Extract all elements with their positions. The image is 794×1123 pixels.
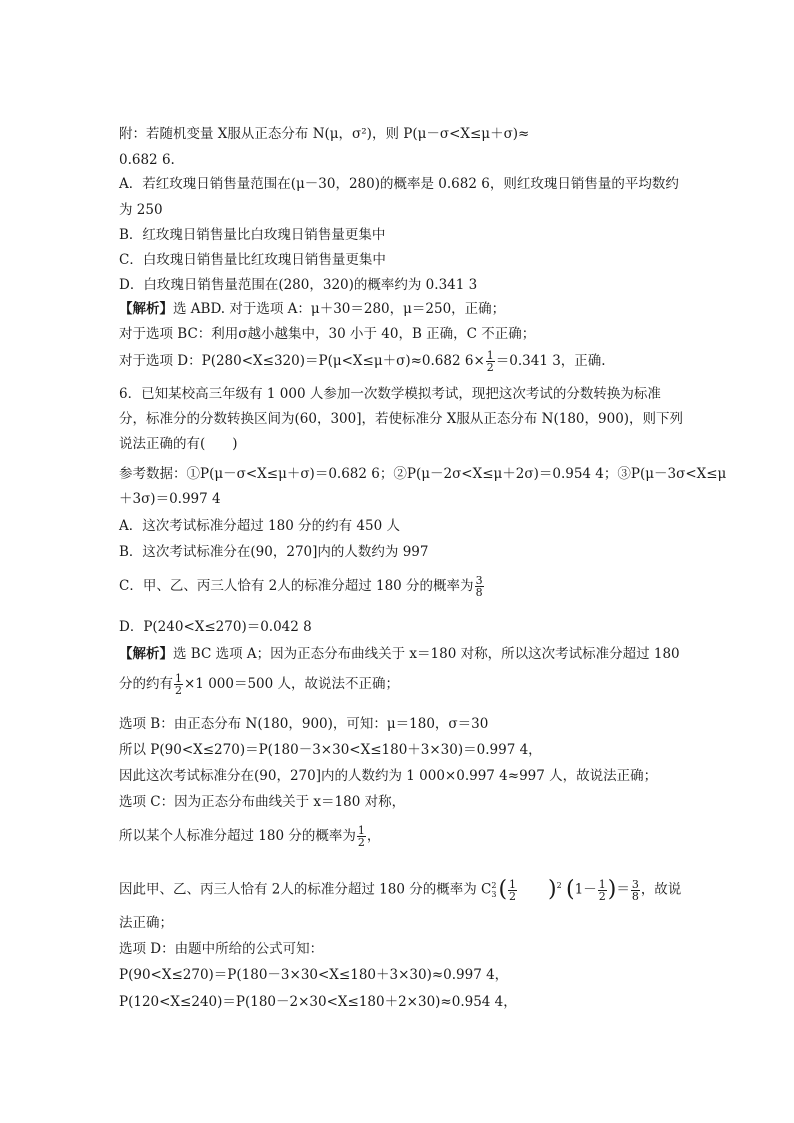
fraction-denominator: 2 [357,836,365,849]
fraction-numerator: 1 [509,877,517,891]
reference-data-line-2: ＋3σ)＝0.997 4 [119,491,221,507]
fraction-denominator: 2 [175,684,182,697]
analysis-6-line-7 [119,822,380,850]
question-6-line-2: 分，标准分的分数转换区间为(60，300]，若使标准分 X服从正态分布 N(180，900)，则下列 [119,411,684,427]
fraction-one-half [486,350,495,373]
analysis-6-line-5: 因此这次考试标准分在(90，270]内的人数约为 1 000×0.997 4≈997 人，故说法正确； [119,768,658,784]
analysis-6-line-8 [119,872,681,904]
combination-sup: 2 [491,881,497,890]
close-paren: ) [607,877,617,902]
option-c: C．白玫瑰日销售量比红玫瑰日销售量更集中 [119,252,386,268]
option-b: B．红玫瑰日销售量比白玫瑰日销售量更集中 [119,227,386,243]
appendix-line-2: 0.682 6. [119,152,175,168]
analysis-6-line-4: 所以 P(90<X≤270)＝P(180－3×30<X≤180＋3×30)＝0.997 4， [119,742,542,758]
fraction-numerator: 1 [486,349,494,362]
option-a-line-2: 为 250 [119,202,163,218]
analysis-6-text-2a: 分的约有 [119,676,173,692]
analysis-tag: 【解析】 [119,301,173,317]
analysis-6-text-8a: 因此甲、乙、丙三人恰有 2人的标准分超过 180 分的概率为 C [119,881,492,898]
fraction-numerator: 1 [175,672,182,685]
combination-indices [491,881,496,899]
analysis-5-text-1: 选 ABD. 对于选项 A：μ＋30＝280，μ＝250，正确； [173,301,506,317]
fraction-three-eighths [631,879,640,902]
fraction-three-eighths [475,575,484,598]
minus: － [583,881,597,898]
question-6-line-3: 说法正确的有( ) [119,436,238,452]
analysis-5-line-2: 对于选项 BC：利用σ越小越集中，30 小于 40，B 正确，C 不正确； [119,326,536,342]
fraction-denominator: 8 [475,586,483,599]
analysis-6-line-3: 选项 B：由正态分布 N(180，900)，可知：μ＝180，σ＝30 [119,716,489,732]
question-6-option-c-text: C．甲、乙、丙三人恰有 2人的标准分超过 180 分的概率为 [119,578,474,594]
question-6-option-c [119,572,485,600]
analysis-6-line-1 [119,645,680,663]
fraction-numerator: 1 [357,824,365,837]
option-a-line-1: A．若红玫瑰日销售量范围在(μ－30，280)的概率是 0.682 6，则红玫瑰日销售量的平均数约 [119,176,679,192]
analysis-6-text-1: 选 BC 选项 A；因为正态分布曲线关于 x＝180 对称，所以这次考试标准分超过 180 [173,646,680,662]
analysis-6-text-8b: ，故说 [640,881,682,898]
open-paren: ( [498,877,508,902]
fraction-numerator: 3 [631,877,639,891]
analysis-6-line-11: P(90<X≤270)＝P(180－3×30<X≤180＋3×30)≈0.997 4， [119,967,509,983]
question-6-option-d: D．P(240<X≤270)＝0.042 8 [119,619,312,635]
fraction-denominator: 8 [631,889,639,903]
equals: ＝ [616,881,630,898]
analysis-6-line-9: 法正确； [119,915,173,931]
analysis-tag: 【解析】 [119,646,173,662]
close-paren: ) [548,877,557,902]
analysis-6-line-10: 选项 D：由题中所给的公式可知： [119,941,324,957]
fraction-numerator: 1 [598,877,606,891]
fraction-one-half [598,879,607,902]
exponent: 2 [556,881,562,890]
analysis-6-text-7a: 所以某个人标准分超过 180 分的概率为 [119,828,356,844]
fraction-one-half [508,879,517,902]
fraction-denominator: 2 [509,889,517,903]
fraction-numerator: 3 [475,574,483,587]
analysis-5-text-3a: 对于选项 D：P(280<X≤320)＝P(μ<X≤μ＋σ)≈0.682 6× [119,353,485,369]
fraction-denominator: 2 [598,889,606,903]
analysis-5-text-3b: ＝0.341 3，正确. [495,353,606,369]
fraction-denominator: 2 [486,361,494,374]
combination-sub: 3 [491,890,497,899]
analysis-5-line-1 [119,300,505,318]
question-6-line-1: 6．已知某校高三年级有 1 000 人参加一次数学模拟考试，现把这次考试的分数转换为标准 [119,386,661,402]
question-6-option-a: A．这次考试标准分超过 180 分的约有 450 人 [119,518,400,534]
fraction-one-half [357,825,366,848]
question-6-option-b: B．这次考试标准分在(90，270]内的人数约为 997 [119,544,429,560]
analysis-6-line-2 [119,670,399,698]
analysis-5-line-3 [119,348,606,374]
one: 1 [574,881,584,898]
analysis-6-text-2b: ×1 000＝500 人，故说法不正确； [184,676,400,692]
analysis-6-line-6: 选项 C：因为正态分布曲线关于 x＝180 对称， [119,794,406,810]
analysis-6-text-7b: ， [366,828,381,844]
open-paren: ( [566,877,575,902]
analysis-6-line-12: P(120<X≤240)＝P(180－2×30<X≤180＋2×30)≈0.954 4， [119,994,517,1010]
appendix-line-1: 附：若随机变量 X服从正态分布 N(μ，σ²)，则 P(μ－σ<X≤μ＋σ)≈ [119,126,530,142]
option-d: D．白玫瑰日销售量范围在(280，320)的概率约为 0.341 3 [119,277,478,293]
fraction-one-half [174,673,183,696]
reference-data-line-1: 参考数据：①P(μ－σ<X≤μ＋σ)＝0.682 6；②P(μ－2σ<X≤μ＋2σ)＝0.954 4；③P(μ－3σ<X≤μ [119,466,727,482]
